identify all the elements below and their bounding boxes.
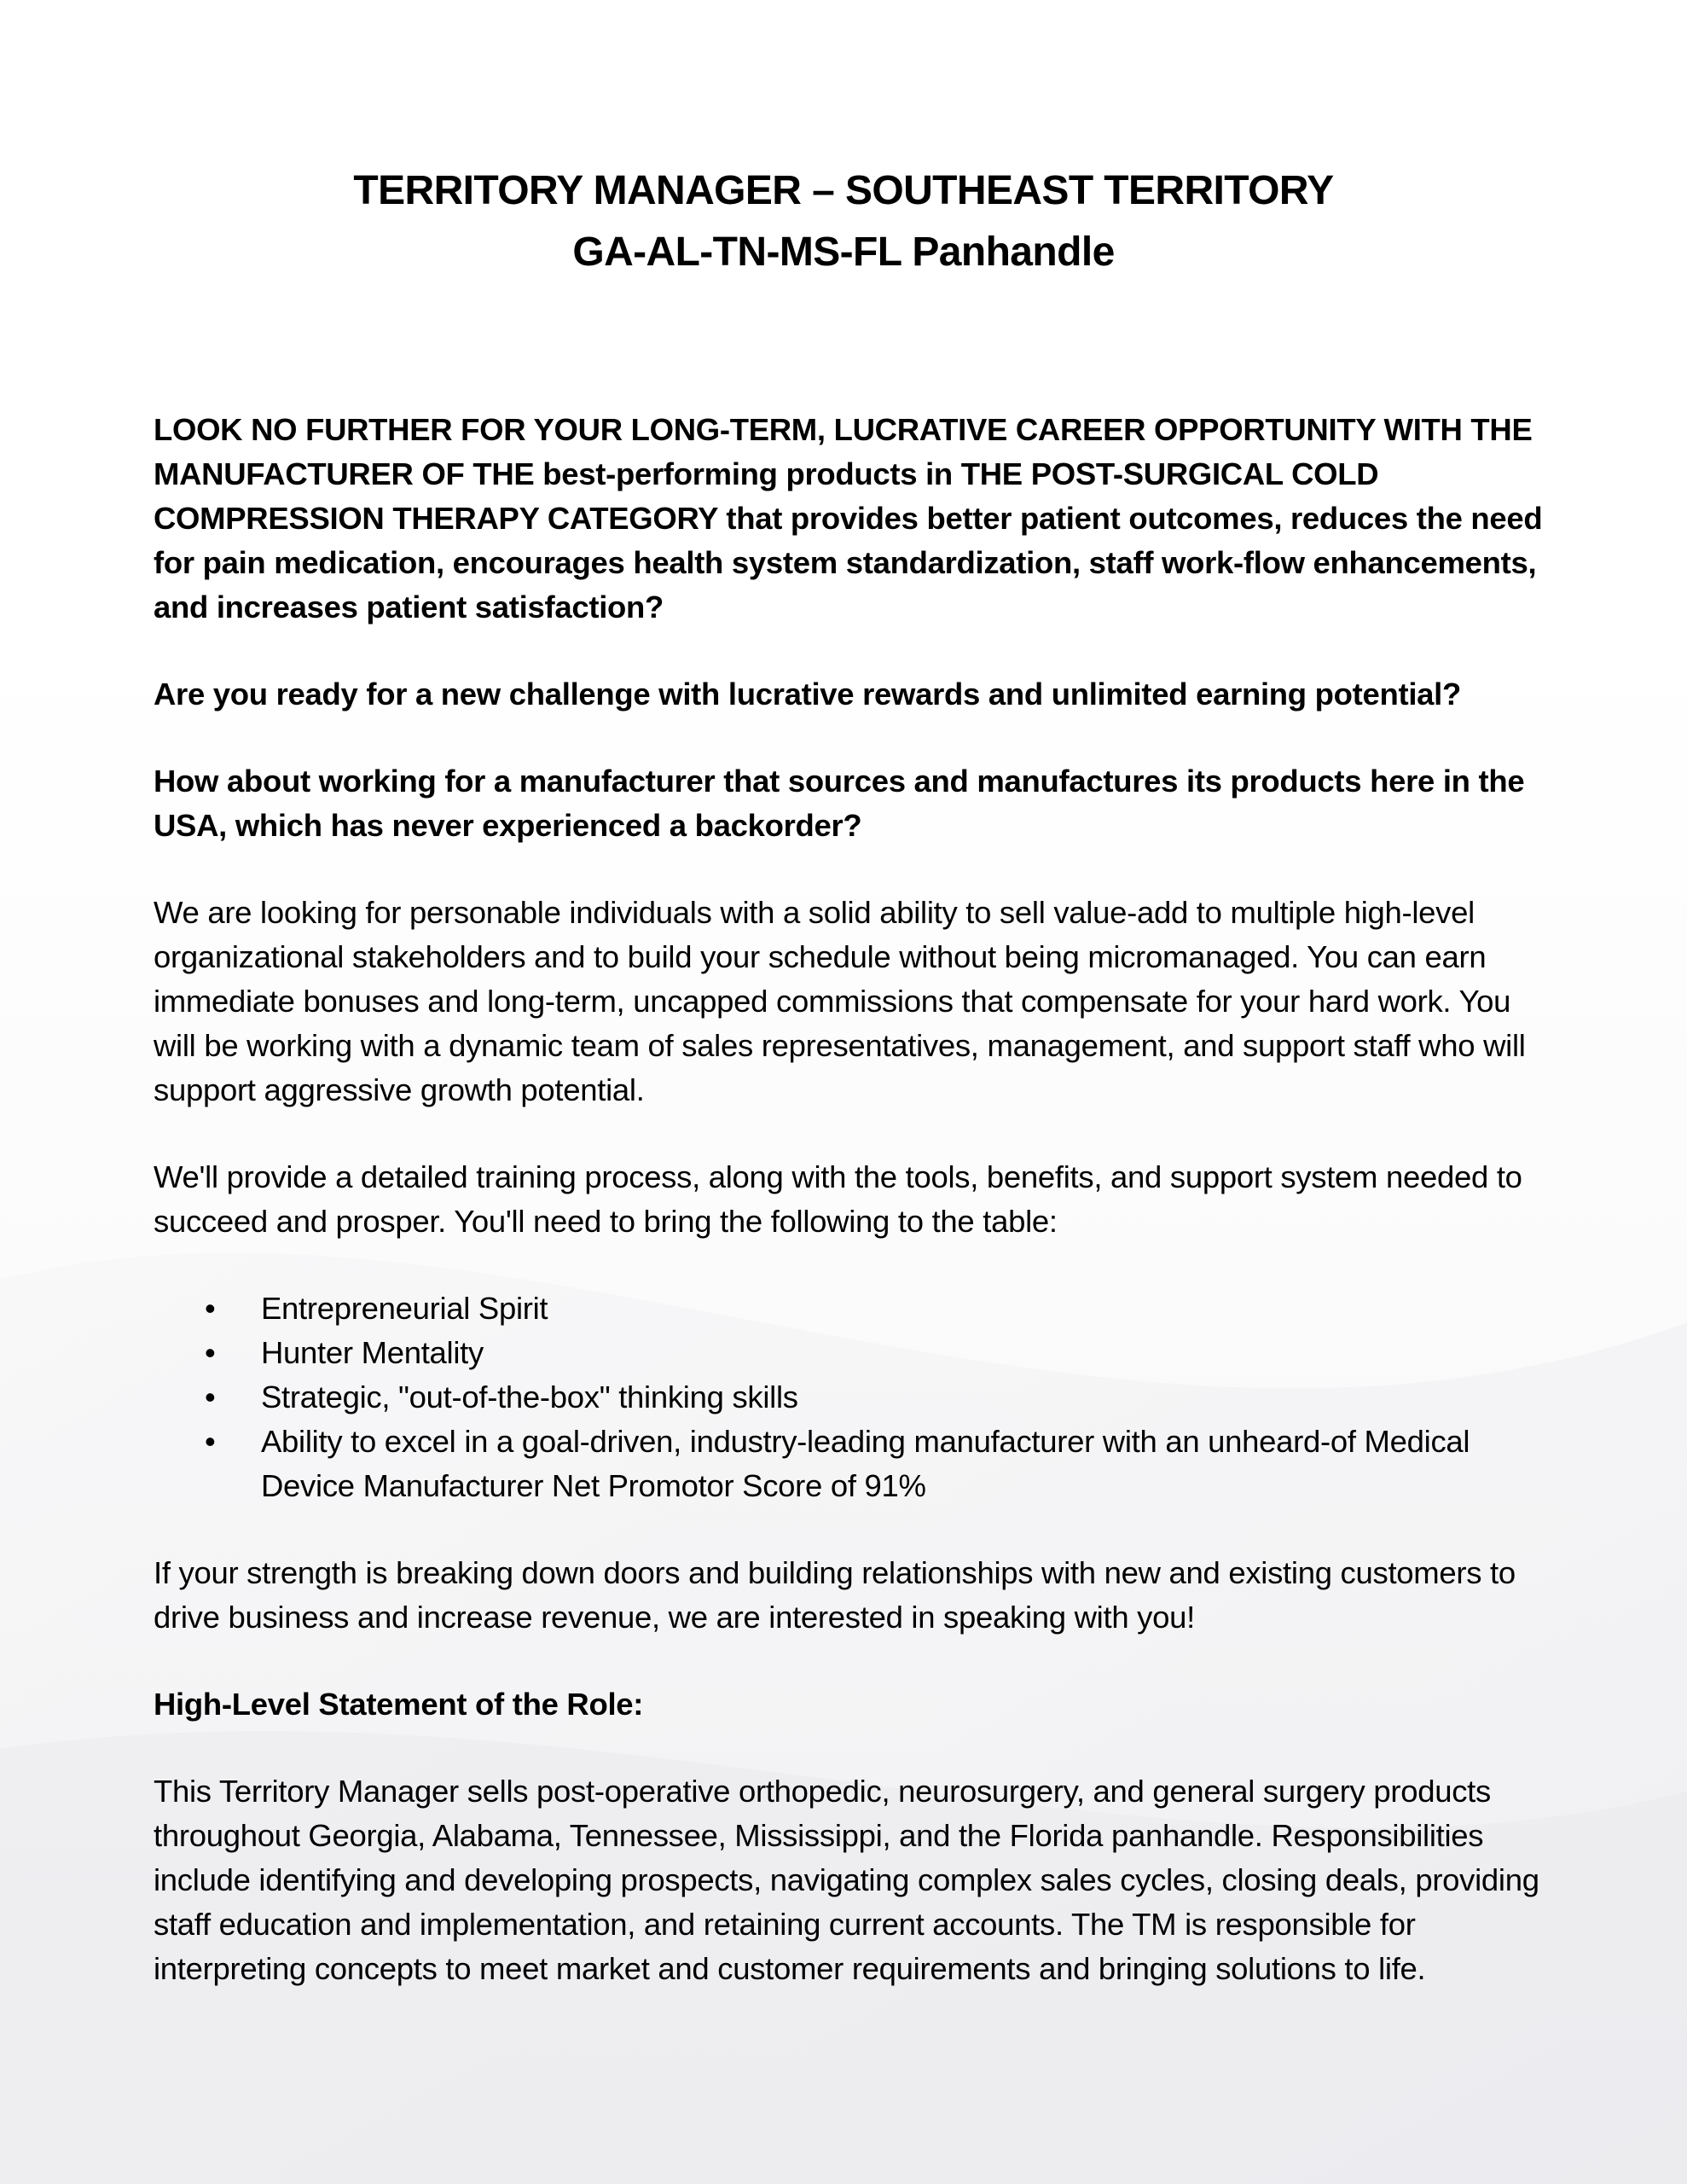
title-line-1: TERRITORY MANAGER – SOUTHEAST TERRITORY [353, 168, 1334, 213]
role-heading: High-Level Statement of the Role: [154, 1687, 644, 1722]
training-paragraph: We'll provide a detailed training process, along with the tools, benefits, and support system needed to succeed and prosper. You'll need to bring the following to the table: [154, 1159, 1522, 1239]
strength-paragraph: If your strength is breaking down doors and building relationships with new and existing customers to drive business and increase revenue, we are interested in speaking with you! [154, 1555, 1516, 1635]
intro-hook-paragraph: LOOK NO FURTHER FOR YOUR LONG-TERM, LUCRATIVE CAREER OPPORTUNITY WITH THE MANUFACTURER OF THE best-performing products in THE POST-SURGICAL COLD COMPRESSION THERAPY CATEGORY that provides better patient outcomes, reduces the need for pain medication, encourages health system standardization, staff work-flow enhancements, and increases patient satisfaction? [154, 412, 1543, 624]
page-title [0, 160, 1687, 283]
list-item-text: Entrepreneurial Spirit [261, 1291, 548, 1326]
role-statement-paragraph: This Territory Manager sells post-operative orthopedic, neurosurgery, and general surgery products throughout Georgia, Alabama, Tennessee, Mississippi, and the Florida panhandle. Responsibilities include identifying and developing prospects, navigating complex sales cycles, closing deals, providing staff education and implementation, and retaining current accounts. The TM is responsible for interpreting concepts to meet market and customer requirements and bringing solutions to life. [154, 1774, 1539, 1986]
requirements-list [154, 1287, 1552, 1508]
list-item [154, 1287, 1552, 1331]
intro-usa-paragraph: How about working for a manufacturer that sources and manufactures its products here in the USA, which has never experienced a backorder? [154, 764, 1525, 843]
bullet-icon: • [205, 1335, 216, 1370]
bullet-icon: • [205, 1380, 216, 1414]
list-item-text: Strategic, "out-of-the-box" thinking skills [261, 1380, 798, 1414]
intro-challenge-paragraph: Are you ready for a new challenge with lucrative rewards and unlimited earning potential? [154, 677, 1462, 712]
list-item [154, 1375, 1552, 1420]
list-item-text: Ability to excel in a goal-driven, industry-leading manufacturer with an unheard-of Medical Device Manufacturer Net Promotor Score of 91% [261, 1424, 1470, 1503]
title-line-2: GA-AL-TN-MS-FL Panhandle [572, 229, 1115, 275]
looking-for-paragraph: We are looking for personable individuals with a solid ability to sell value-add to multiple high-level organizational stakeholders and to build your schedule without being micromanaged. You can earn immediate bonuses and long-term, uncapped commissions that compensate for your hard work. You will be working with a dynamic team of sales representatives, management, and support staff who will support aggressive growth potential. [154, 895, 1526, 1107]
list-item-text: Hunter Mentality [261, 1335, 484, 1370]
bullet-icon: • [205, 1424, 216, 1459]
list-item [154, 1331, 1552, 1375]
document-body [154, 408, 1552, 2034]
bullet-icon: • [205, 1291, 216, 1326]
list-item [154, 1420, 1552, 1508]
